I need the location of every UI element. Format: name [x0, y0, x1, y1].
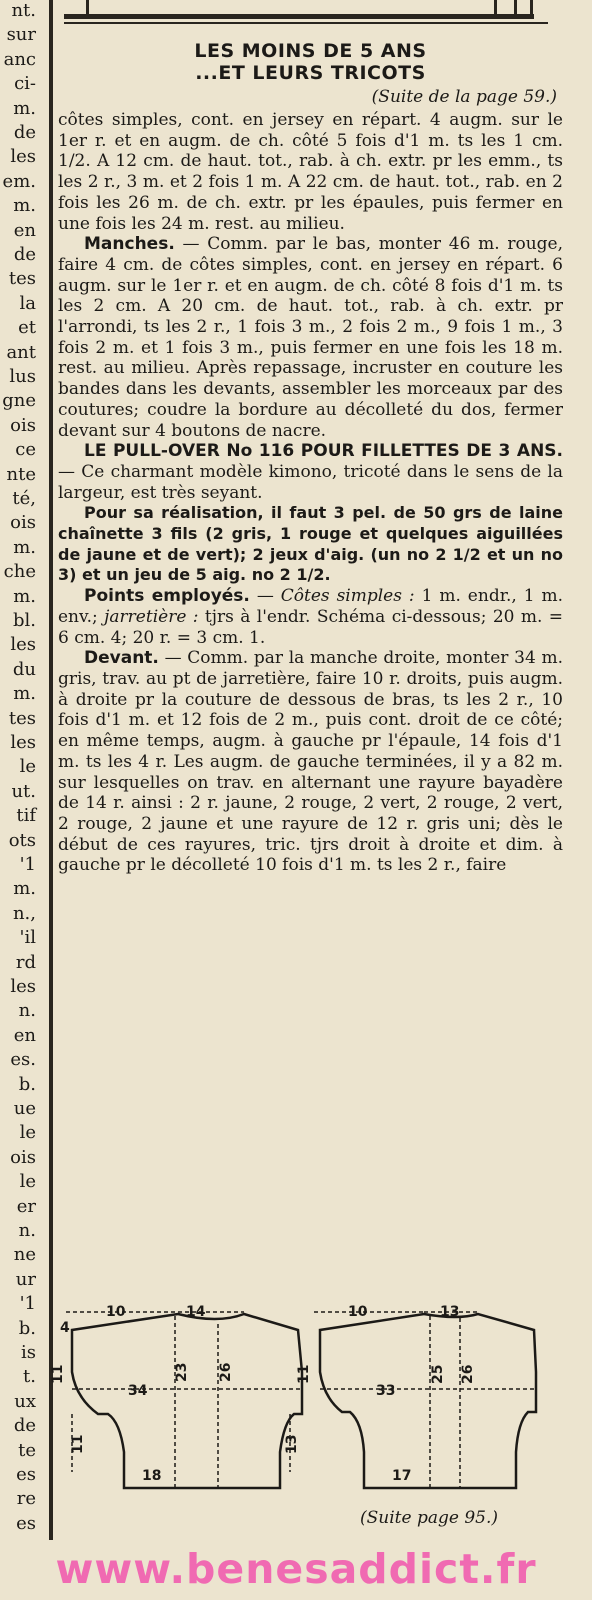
left-column-fragment: re — [16, 1488, 36, 1510]
article-title-line-1: LES MOINS DE 5 ANS — [194, 40, 427, 62]
schema-back-side: 11 — [296, 1364, 312, 1384]
left-column-fragment: n., — [12, 902, 36, 924]
schema-front-h2: 26 — [218, 1362, 234, 1382]
left-column-fragment: m. — [13, 195, 36, 217]
article-title-line-2: ...ET LEURS TRICOTS — [195, 62, 426, 84]
left-column-fragment: tes — [8, 707, 36, 729]
column-rule — [49, 0, 53, 1540]
left-column-fragments — [0, 0, 42, 1540]
left-column-fragment: m. — [13, 585, 36, 607]
left-column-fragment: les — [10, 976, 36, 997]
left-column-fragment: ue — [13, 1098, 36, 1119]
schema-back-h2: 26 — [460, 1364, 476, 1384]
paragraph-pullover — [58, 441, 563, 503]
left-column-fragment: es — [16, 1512, 36, 1534]
left-column-fragment: b. — [18, 1317, 36, 1339]
left-column-fragment: ant — [6, 341, 36, 363]
schema-front-bottom-right: 13 — [284, 1434, 300, 1454]
left-column-fragment: m. — [13, 97, 36, 119]
schema-back-h1: 25 — [430, 1364, 446, 1384]
left-column-fragment: ce — [15, 439, 36, 461]
schema-front-top-a: 10 — [106, 1304, 126, 1320]
left-column-fragment: tes — [8, 268, 36, 290]
left-column-fragment: rd — [15, 951, 36, 973]
left-column-fragment: ne — [13, 1244, 36, 1266]
points-heading: Points employés. — [84, 586, 250, 607]
left-column-fragment: 'il — [19, 927, 36, 949]
schema-front — [66, 1312, 302, 1488]
left-column-fragment: n. — [18, 1220, 36, 1241]
schema-front-side: 11 — [50, 1364, 66, 1384]
left-column-fragment: té, — [12, 488, 36, 509]
schema-back-top-b: 13 — [440, 1304, 460, 1320]
left-column-fragment: ut. — [11, 780, 36, 802]
schema-back-top-a: 10 — [348, 1304, 368, 1320]
left-column-fragment: nte — [6, 463, 36, 485]
schema-front-left: 4 — [60, 1320, 70, 1336]
schema-front-width: 34 — [128, 1383, 148, 1399]
left-column-fragment: en — [13, 219, 36, 241]
schema-front-top-b: 14 — [186, 1304, 206, 1320]
left-column-fragment: la — [19, 292, 36, 314]
left-column-fragment: ci- — [14, 73, 36, 95]
left-column-fragment: bl. — [12, 610, 36, 631]
schema-back-bottom: 17 — [392, 1468, 412, 1484]
left-column-fragment: ux — [14, 1390, 36, 1412]
left-column-fragment: le — [19, 1171, 36, 1193]
left-column-fragment: ots — [8, 829, 36, 851]
continued-from-note: (Suite de la page 59.) — [371, 87, 557, 107]
left-column-fragment: t. — [23, 1366, 36, 1388]
left-column-fragment: te — [18, 1439, 36, 1461]
left-column-fragment: sur — [6, 24, 36, 46]
left-column-fragment: '1 — [19, 1293, 36, 1315]
paragraph-body-instructions: côtes simples, cont. en jersey en répart. 4 augm. sur le 1er r. et en augm. de ch. côté 5 fois d'1 m. ts les 1 cm. 1/2. A 12 cm. de haut. tot., rab. à ch. extr. pr les emm., ts les 2 r., 3 m. et 2 fois 1 m. A 22 cm. de haut. tot., rab. en 2 fois les 26 m. de ch. extr. pr les épaules, puis fermer en une fois les 24 m. rest. au milieu. — [58, 110, 563, 234]
left-column-fragment: et — [18, 317, 36, 339]
left-column-fragment: es. — [10, 1049, 36, 1071]
points-text-1: 1 m. endr., 1 m. env.; — [58, 586, 563, 627]
left-column-fragment: ur — [15, 1268, 36, 1290]
paragraph-materials: Pour sa réalisation, il faut 3 pel. de 50 grs de laine chaînette 3 fils (2 gris, 1 rouge et quelques aiguillées de jaune et de vert); 2 jeux d'aig. (un no 2 1/2 et un no 3) et un jeu de 5 aig. no 2 1/2. — [58, 503, 563, 585]
left-column-fragment: de — [13, 1415, 36, 1437]
left-column-fragment: gne — [2, 390, 36, 412]
left-column-fragment: nt. — [11, 0, 36, 21]
top-border-ornament — [64, 0, 548, 26]
jarretiere-label: jarretière : — [104, 606, 199, 627]
schema-back-labels — [296, 1304, 476, 1484]
schema-front-h1: 23 — [174, 1362, 190, 1382]
knitting-schema — [50, 1302, 563, 1514]
pullover-heading: LE PULL-OVER No 116 POUR FILLETTES DE 3 ANS. — [84, 441, 563, 462]
schema-back-width: 33 — [376, 1383, 396, 1399]
paragraph-manches — [58, 234, 563, 441]
left-column-fragment: '1 — [19, 854, 36, 875]
manches-heading: Manches. — [84, 234, 175, 255]
pullover-text: — Ce charmant modèle kimono, tricoté dans le sens de la largeur, est très seyant. — [58, 461, 563, 503]
left-column-fragment: m. — [13, 878, 36, 900]
left-column-fragment: de — [13, 122, 36, 143]
cotes-label: Côtes simples : — [280, 586, 415, 607]
left-column-fragment: ois — [10, 512, 36, 534]
points-text-2: tjrs à l'endr. Schéma ci-dessous; 20 m. = 6 cm. 4; 20 r. = 3 cm. 1. — [58, 606, 564, 648]
continued-to-note: (Suite page 95.) — [360, 1508, 498, 1528]
left-column-fragment: lus — [9, 366, 36, 387]
left-column-fragment: le — [19, 1122, 36, 1144]
left-column-fragment: du — [12, 658, 36, 680]
left-column-fragment: b. — [18, 1073, 36, 1095]
left-column-fragment: em. — [2, 170, 36, 192]
watermark-url: www.benesaddict.fr — [55, 1545, 537, 1593]
left-column-fragment: er — [16, 1195, 36, 1217]
left-column-fragment: ois — [10, 414, 36, 436]
schema-front-bottom: 18 — [142, 1468, 162, 1484]
left-column-fragment: le — [19, 756, 36, 778]
left-column-fragment: m. — [13, 536, 36, 558]
devant-text: — Comm. par la manche droite, monter 34 m. gris, trav. au pt de jarretière, faire 10 r. droits, puis augm. à droite pr la couture de dessous de bras, ts les 2 r., 10 fois d'1 m. et 12 fois de 2 m., puis cont. droit de ce côté; en même temps, augm. à gauche pr l'épaule, 14 fois d'1 m. ts les 4 r. Les augm. de gauche terminées, il y a 82 m. sur lesquelles on trav. en alternant une rayure bayadère de 14 r. ainsi : 2 r. jaune, 2 rouge, 2 vert, 2 rouge, 2 vert, 2 rouge, 2 jaune et une rayure de 12 r. gris uni; dès le début de ces rayures, tric. tjrs droit à droite et dim. à gauche pr le décolleté 10 fois d'1 m. ts les 2 r., faire — [58, 648, 563, 876]
left-column-fragment: en — [13, 1024, 36, 1046]
article — [58, 40, 563, 876]
paragraph-points — [58, 586, 563, 648]
points-dash: — — [249, 586, 281, 607]
manches-text: — Comm. par le bas, monter 46 m. rouge, faire 4 cm. de côtes simples, cont. en jersey en répart. 6 augm. sur le 1er r. et en augm. de ch. côté 8 fois d'1 m. ts les 2 cm. A 20 cm. de haut. tot., rab. à ch. extr. pr l'arrondi, ts les 2 r., 1 fois 3 m., 2 fois 2 m., 9 fois 1 m., 3 fois 2 m. et 1 fois 3 m., puis fermer en une fois les 18 m. rest. au milieu. Après repassage, incruster en couture les bandes dans les devants, assembler les morceaux par des coutures; coudre la bordure au décolleté du dos, fermer devant sur 4 boutons de nacre. — [58, 234, 563, 441]
schema-front-bottom-left: 11 — [70, 1434, 86, 1454]
left-column-fragment: che — [3, 561, 36, 583]
devant-heading: Devant. — [84, 648, 159, 669]
left-column-fragment: anc — [3, 48, 36, 70]
left-column-fragment: les — [10, 732, 36, 753]
left-column-fragment: es — [16, 1464, 36, 1485]
paragraph-devant — [58, 648, 563, 876]
left-column-fragment: de — [13, 244, 36, 265]
left-column-fragment: les — [10, 634, 36, 656]
schema-back — [314, 1312, 536, 1488]
left-column-fragment: n. — [18, 1000, 36, 1022]
left-column-fragment: is — [21, 1342, 36, 1363]
left-column-fragment: tif — [16, 805, 36, 827]
left-column-fragment: m. — [13, 683, 36, 705]
left-column-fragment: les — [10, 146, 36, 168]
left-column-fragment: ois — [10, 1146, 36, 1168]
